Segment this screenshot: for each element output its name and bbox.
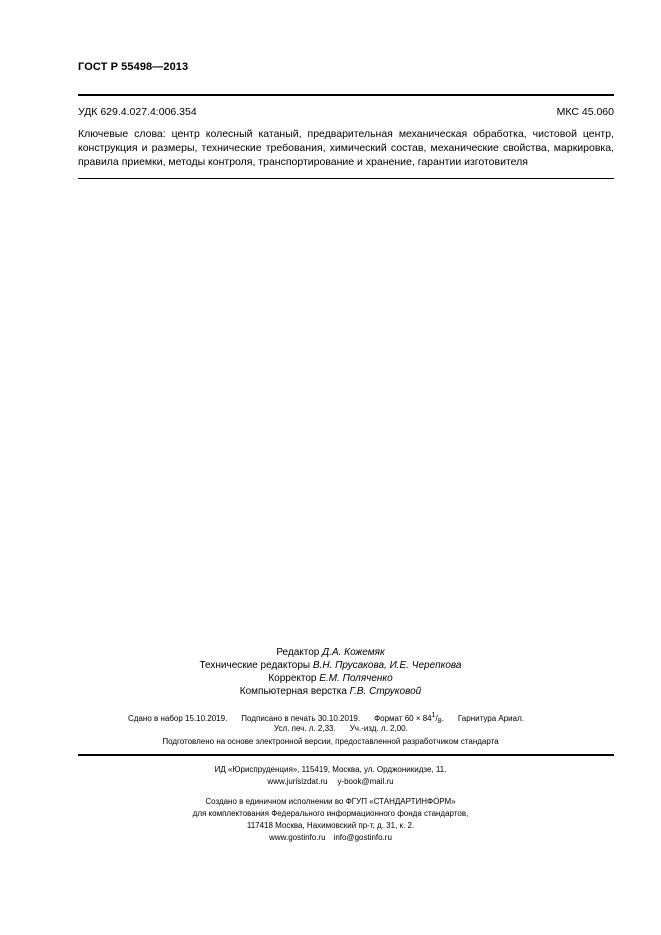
udk-code: УДК 629.4.027.4:006.354 [78,106,197,118]
credit-proofreader [0,672,661,685]
gostinfo-email-link[interactable]: info@gostinfo.ru [333,833,392,842]
typeface: Гарнитура Ариал. [457,714,524,723]
credit-name: Г.В. Струковой [349,686,422,697]
credit-layout [0,685,661,698]
credit-role: Редактор [276,647,320,658]
credit-role: Технические редакторы [199,660,311,671]
keywords-paragraph: Ключевые слова: центр колесный катаный, предварительная механическая обработка, чистовой центр, конструкция и размеры, технические требования, химический состав, механические свойства, маркировка, правила приемки, методы контроля, транспортирование и хранение, гарантии изготовителя [78,128,614,168]
format-slash: / [435,714,438,723]
format-denominator: 8 [437,718,442,725]
publisher-contacts [0,776,661,788]
publisher-email-link[interactable]: y-book@mail.ru [337,777,394,786]
keywords-divider [78,178,614,179]
submitted-date: Сдано в набор 15.10.2019. [128,714,228,723]
credit-name: В.Н. Прусакова, И.Е. Черепкова [312,660,462,671]
publisher-address: ИД «Юриспруденция», 115419, Москва, ул. Орджоникидзе, 11. [214,765,447,774]
header-divider [78,94,614,96]
publisher-block [0,764,661,788]
format-prefix: Формат 60 × 84 [374,714,432,723]
print-sheets: Усл. печ. л. 2,33. [274,724,336,733]
footer-divider [78,754,614,756]
mks-code: МКС 45.060 [556,106,614,118]
created-line-3: 117418 Москва, Нахимовский пр-т, д. 31, к. 2. [246,821,415,830]
gostinfo-website-link[interactable]: www.gostinfo.ru [269,833,326,842]
format-suffix: . [441,714,444,723]
credits-block [0,646,661,698]
created-contacts [0,832,661,844]
publisher-website-link[interactable]: www.jurisizdat.ru [267,777,328,786]
prepared-note: Подготовлено на основе электронной версии, предоставленной разработчиком стандарта [162,737,499,746]
print-info-row-2 [274,722,408,735]
format-numerator: 1 [431,712,436,719]
credit-name: Д.А. Кожемяк [322,647,385,658]
credit-editor [0,646,661,659]
created-line-1: Создано в единичном исполнении во ФГУП «СТАНДАРТИНФОРМ» [205,797,456,806]
document-code: ГОСТ Р 55498—2013 [78,61,189,73]
credit-name: Е.М. Поляченко [319,673,393,684]
signed-date: Подписано в печать 30.10.2019. [241,714,361,723]
credit-role: Корректор [268,673,317,684]
credit-role: Компьютерная верстка [239,686,347,697]
created-block [0,796,661,844]
credit-tech-editors [0,659,661,672]
publishing-sheets: Уч.-изд. л. 2,00. [349,724,408,733]
created-line-2: для комплектования Федерального информационного фонда стандартов, [192,809,469,818]
